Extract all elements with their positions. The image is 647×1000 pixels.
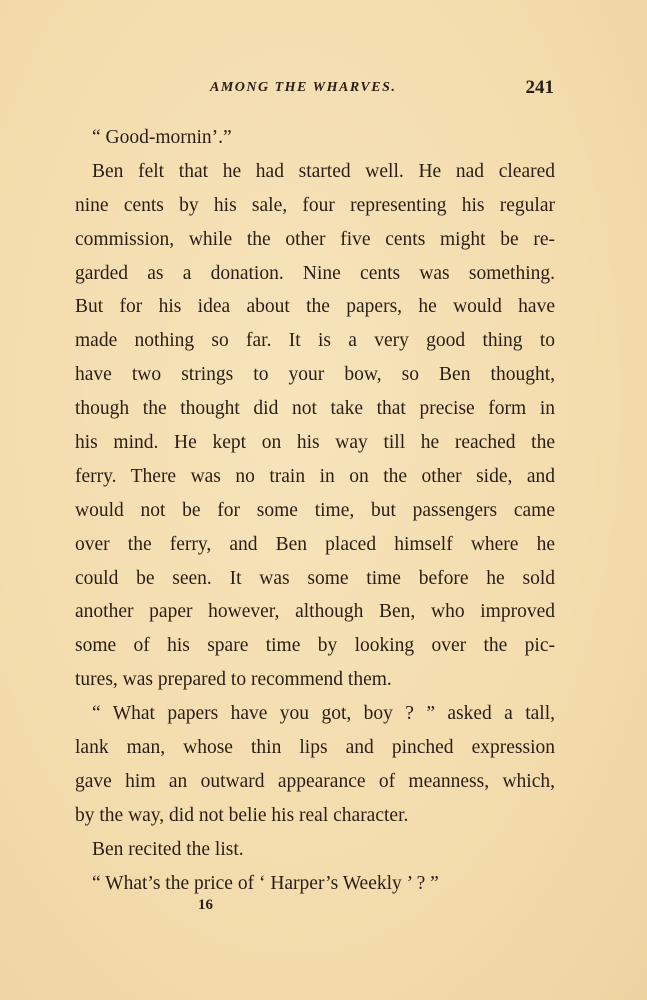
signature-mark: 16 (198, 897, 213, 913)
text-line: ferry. There was no train in on the other side, and (75, 465, 555, 487)
text-line: made nothing so far. It is a very good thing to (75, 330, 555, 352)
text-line: tures, was prepared to recommend them. (75, 669, 392, 691)
text-line: garded as a donation. Nine cents was something. (75, 262, 555, 284)
text-line: though the thought did not take that precise form in (75, 398, 555, 420)
text-line: nine cents by his sale, four representing his regular (75, 194, 555, 216)
text-line: commission, while the other five cents might be re- (75, 228, 555, 250)
running-head (70, 77, 560, 103)
text-line: But for his idea about the papers, he would have (75, 296, 555, 318)
text-line: by the way, did not belie his real character. (75, 804, 409, 826)
text-line: gave him an outward appearance of meanness, which, (75, 770, 555, 792)
text-line: “ What’s the price of ‘ Harper’s Weekly ’ ? ” (92, 872, 439, 894)
running-title: AMONG THE WHARVES. (210, 80, 397, 95)
text-line: another paper however, although Ben, who improved (75, 601, 555, 623)
body-text (75, 121, 555, 900)
page-number: 241 (525, 77, 554, 98)
text-line: would not be for some time, but passengers came (75, 499, 555, 521)
text-line: some of his spare time by looking over the pic- (75, 635, 555, 657)
text-line: over the ferry, and Ben placed himself where he (75, 533, 555, 555)
text-line: Ben felt that he had started well. He nad cleared (92, 160, 555, 182)
text-line: could be seen. It was some time before he sold (75, 567, 555, 589)
text-line: lank man, whose thin lips and pinched expression (75, 737, 555, 759)
text-line: his mind. He kept on his way till he reached the (75, 432, 555, 454)
text-line: Ben recited the list. (92, 838, 244, 860)
text-line: “ What papers have you got, boy ? ” asked a tall, (92, 703, 555, 725)
text-line: have two strings to your bow, so Ben thought, (75, 364, 555, 386)
text-line: “ Good-mornin’.” (92, 127, 232, 148)
